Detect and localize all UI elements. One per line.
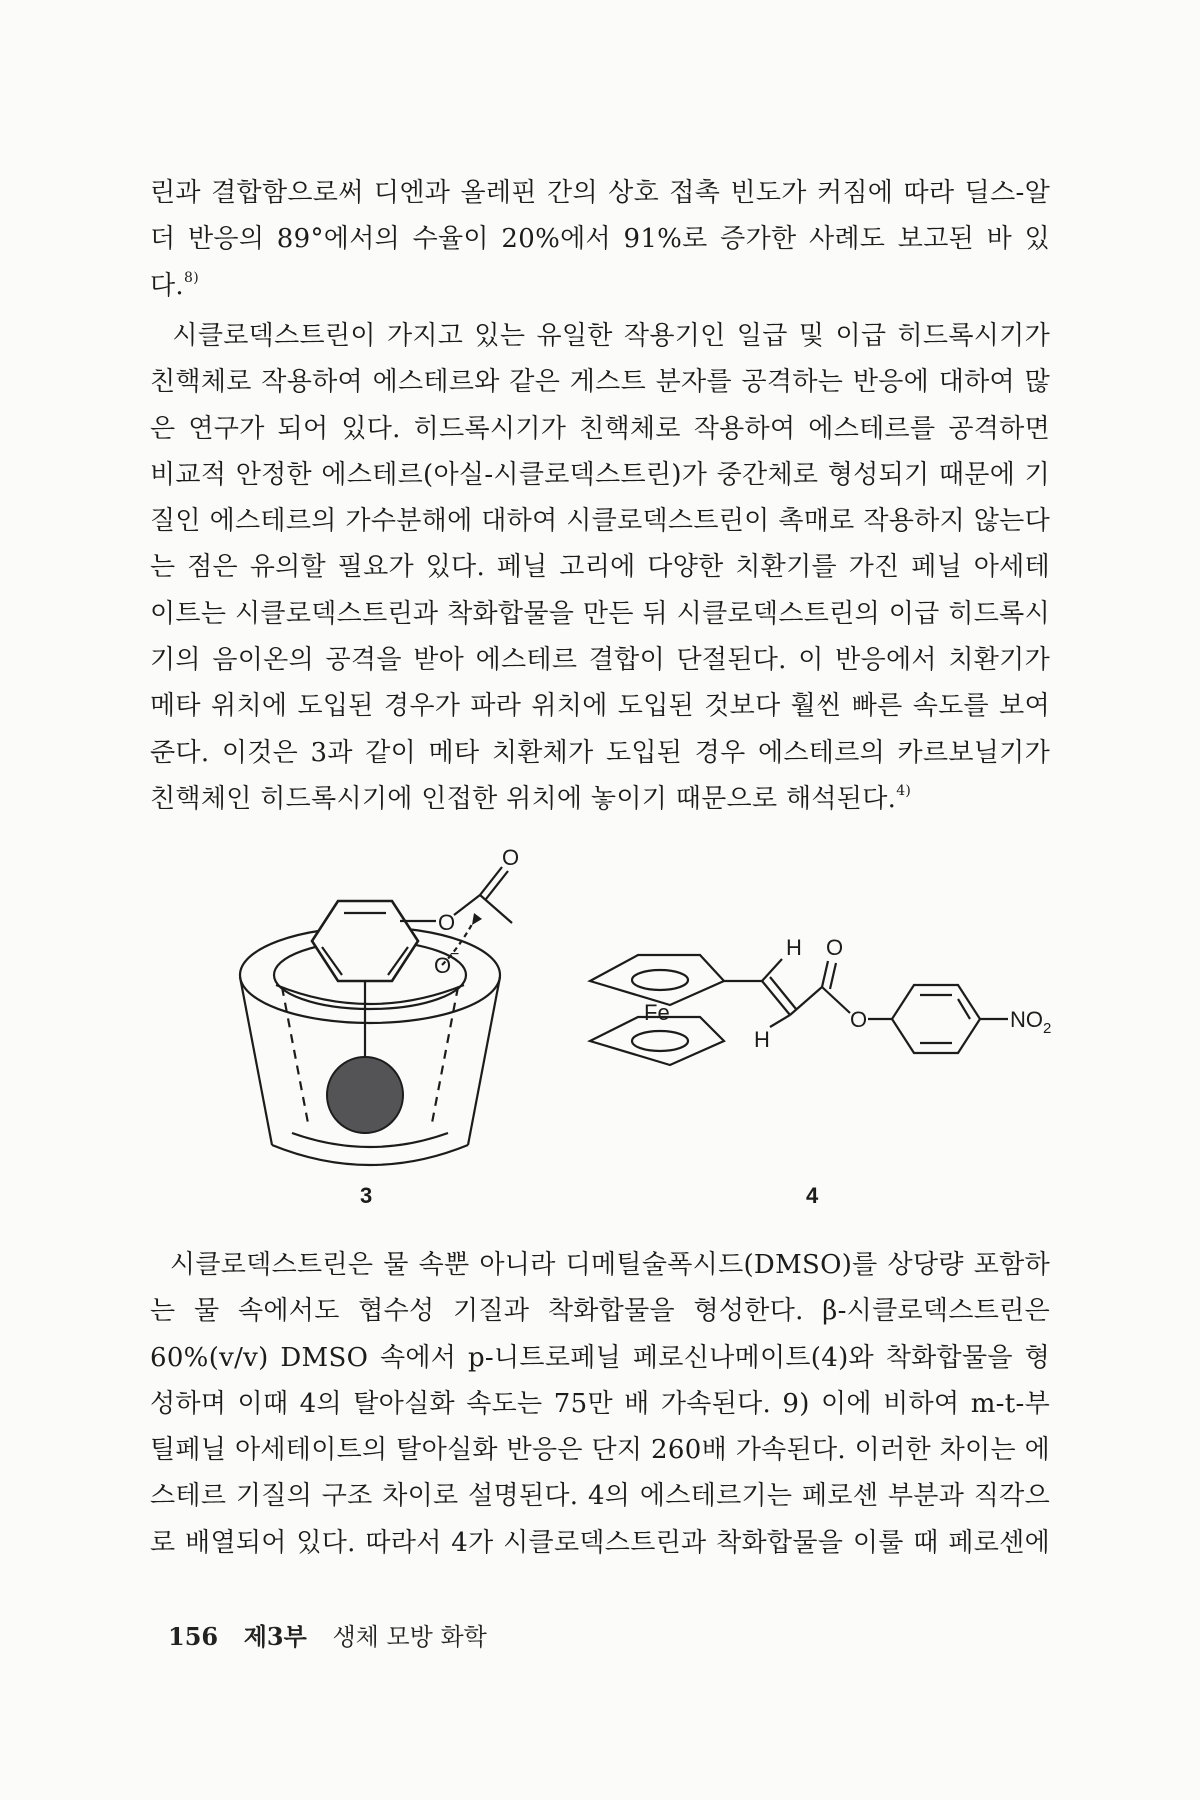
structures-svg xyxy=(150,845,1052,1215)
vinyl-h-bond xyxy=(770,1015,790,1027)
structure-3 xyxy=(240,867,512,1165)
page-number: 156 xyxy=(168,1622,219,1651)
paragraph-1 xyxy=(150,170,1050,309)
cup-rim-front xyxy=(276,985,464,1004)
text-line: 시클로덱스트린이 가지고 있는 유일한 작용기인 일급 및 이급 히드록시기가 xyxy=(150,321,1050,351)
atom-o: O xyxy=(502,845,520,870)
cyclopentadienyl-ring-top xyxy=(590,955,724,1005)
carbonyl-bond xyxy=(822,961,828,987)
text-line: 질인 에스테르의 가수분해에 대하여 시클로덱스트린이 촉매로 작용하지 않는다 xyxy=(150,506,1050,537)
text-line: 성하며 이때 4의 탈아실화 속도는 75만 배 가속된다. 9) 이에 비하여 m-t-부 xyxy=(150,1388,1050,1419)
carbonyl-carbon-bond xyxy=(790,987,822,1015)
cup-side-right xyxy=(468,977,500,1145)
atom-o-minus: O xyxy=(434,953,452,978)
text-line: 시클로덱스트린은 물 속뿐 아니라 디메틸술폭시드(DMSO)를 상당량 포함하 xyxy=(150,1250,1050,1280)
text-line: 메타 위치에 도입된 경우가 파라 위치에 도입된 것보다 훨씬 빠른 속도를 보여 xyxy=(150,691,1050,722)
text-line: 비교적 안정한 에스테르(아실-시클로덱스트린)가 중간체로 형성되기 때문에 기 xyxy=(150,459,1050,490)
text-line: 친핵체로 작용하여 에스테르와 같은 게스트 분자를 공격하는 반응에 대하여 많 xyxy=(150,367,1050,398)
text-line: 스테르 기질의 구조 차이로 설명된다. 4의 에스테르기는 페로센 부분과 직각으 xyxy=(150,1481,1050,1512)
alkene-bond xyxy=(770,977,796,1009)
carbonyl-bond xyxy=(486,871,508,899)
text-line: 기의 음이온의 공격을 받아 에스테르 결합이 단절된다. 이 반응에서 치환기가 xyxy=(150,645,1050,676)
paragraph-2 xyxy=(150,313,1050,822)
cavity-wall-right xyxy=(432,987,458,1123)
carbonyl-bond xyxy=(480,867,502,895)
text-line: 는 물 속에서도 협수성 기질과 착화합물을 형성한다. β-시클로덱스트린은 xyxy=(150,1296,1050,1327)
carbonyl-bond xyxy=(830,963,836,989)
paragraph-3 xyxy=(150,1242,1050,1566)
text-line: 더 반응의 89°에서의 수율이 20%에서 91%로 증가한 사례도 보고된 바 있 xyxy=(150,224,1050,255)
text-line: 준다. 이것은 3과 같이 메타 치환체가 도입된 경우 에스테르의 카르보닐기가 xyxy=(150,737,1050,768)
text-line: 틸페닐 아세테이트의 탈아실화 반응은 단지 260배 가속된다. 이러한 차이는 에 xyxy=(150,1435,1050,1466)
cup-side-left xyxy=(240,977,272,1145)
text-line: 린과 결합함으로써 디엔과 올레핀 간의 상호 접촉 빈도가 커짐에 따라 딜스-알 xyxy=(150,178,1050,208)
part-title: 생체 모방 화학 xyxy=(332,1623,487,1651)
page-footer xyxy=(168,1622,487,1652)
minus-sign: − xyxy=(450,946,460,963)
text-line: 이트는 시클로덱스트린과 착화합물을 만든 뒤 시클로덱스트린의 이급 히드록시 xyxy=(150,598,1050,629)
text-line: 다.$^{8)}$ xyxy=(150,269,199,301)
atom-fe: Fe xyxy=(644,1000,670,1025)
vinyl-h-bond xyxy=(762,959,782,981)
part-label: 제3부 xyxy=(243,1622,307,1651)
compound-label-3: 3 xyxy=(360,1183,373,1208)
cup-bottom-inner xyxy=(292,1133,448,1147)
text-line: 로 배열되어 있다. 따라서 4가 시클로덱스트린과 착화합물을 이룰 때 페로센에 xyxy=(150,1527,1050,1558)
text-line: 은 연구가 되어 있다. 히드록시기가 친핵체로 작용하여 에스테르를 공격하면 xyxy=(150,413,1050,444)
atom-o: O xyxy=(826,935,844,960)
nitro-group: $NO_2$ xyxy=(1010,1007,1052,1037)
atom-h: H xyxy=(754,1027,770,1052)
cavity-wall-left xyxy=(282,987,308,1123)
atom-h: H xyxy=(786,935,802,960)
footnote-ref: 4) xyxy=(896,782,912,799)
hydrophobic-group xyxy=(327,1057,403,1133)
ring-aromatic-circle xyxy=(632,970,688,990)
text-line: 60%(v/v) DMSO 속에서 p-니트로페닐 페로신나메이트(4)와 착화합물을 형 xyxy=(150,1342,1050,1373)
text-line: 친핵체인 히드록시기에 인접한 위치에 놓이기 때문으로 해석된다.$^{4)}$ xyxy=(150,782,912,814)
ring-aromatic-circle xyxy=(632,1031,688,1051)
footnote-ref: 8) xyxy=(183,269,199,286)
atom-o: O xyxy=(438,910,456,935)
acetyl-bond xyxy=(480,895,512,923)
ester-bond xyxy=(454,895,480,915)
compound-label-4: 4 xyxy=(806,1183,819,1208)
text-line: 는 점은 유의할 필요가 있다. 페닐 고리에 다양한 치환기를 가진 페닐 아세테 xyxy=(150,552,1050,583)
chemical-figure xyxy=(150,845,1052,1215)
arrow-head xyxy=(472,913,482,925)
ester-bond xyxy=(822,987,850,1013)
atom-o: O xyxy=(850,1007,868,1032)
